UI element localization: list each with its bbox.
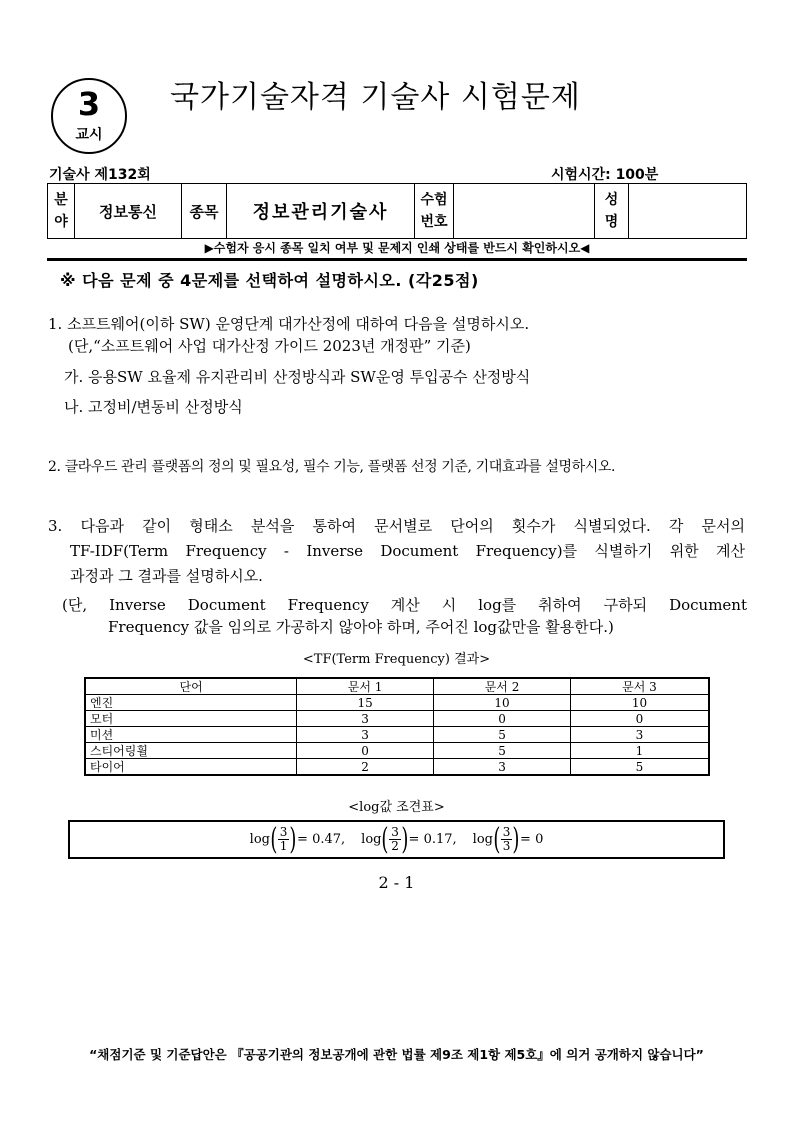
name-field[interactable] bbox=[629, 184, 747, 239]
tf-cell: 0 bbox=[434, 711, 571, 727]
page-title: 국가기술자격 기술사 시험문제 bbox=[170, 80, 581, 115]
question-3-note-2: Frequency 값을 임의로 가공하지 않아야 하며, 주어진 log값만을 활용한다.) bbox=[108, 618, 614, 636]
page-number: 2 - 1 bbox=[378, 873, 415, 892]
question-3-line-3: 과정과 그 결과를 설명하시오. bbox=[70, 567, 263, 585]
tf-cell: 타이어 bbox=[85, 759, 297, 776]
fraction: $\frac{3}{2}$ bbox=[391, 825, 399, 853]
tf-cell: 10 bbox=[570, 695, 709, 711]
tf-cell: 15 bbox=[297, 695, 434, 711]
name-label: 성 명 bbox=[595, 184, 629, 239]
field-label: 분 야 bbox=[48, 184, 75, 239]
notice-banner: ▶수험자 응시 종목 일치 여부 및 문제지 인쇄 상태를 반드시 확인하시오◀ bbox=[204, 241, 590, 255]
tf-cell: 엔진 bbox=[85, 695, 297, 711]
exam-info-table bbox=[47, 183, 747, 239]
log-table bbox=[68, 820, 725, 859]
exam-round: 기술사 제132회 bbox=[49, 167, 151, 183]
category-value: 정보관리기술사 bbox=[227, 184, 415, 239]
tf-header-doc1: 문서 1 bbox=[297, 678, 434, 695]
table-row bbox=[85, 743, 709, 759]
tf-header-doc3: 문서 3 bbox=[570, 678, 709, 695]
question-1-item-b: 나. 고정비/변동비 산정방식 bbox=[64, 398, 243, 416]
log-term: log ( $\frac{3}{1}$ ) = 0.47, bbox=[249, 821, 346, 857]
table-row bbox=[85, 711, 709, 727]
tf-cell: 2 bbox=[297, 759, 434, 776]
fraction: $\frac{3}{3}$ bbox=[502, 825, 511, 853]
fraction: $\frac{3}{1}$ bbox=[279, 825, 288, 853]
tf-table-header-row bbox=[85, 678, 709, 695]
tf-cell: 10 bbox=[434, 695, 571, 711]
session-label: 교시 bbox=[75, 127, 103, 143]
tf-cell: 3 bbox=[297, 727, 434, 743]
question-3-line-1: 3. 다음과 같이 형태소 분석을 통하여 문서별로 단어의 횟수가 식별되었다. 각 문서의 bbox=[48, 517, 745, 535]
field-value: 정보통신 bbox=[75, 184, 182, 239]
question-1-line-1: 1. 소프트웨어(이하 SW) 운영단계 대가산정에 대하여 다음을 설명하시오. bbox=[48, 315, 530, 333]
exam-time: 시험시간: 100분 bbox=[551, 167, 659, 183]
tf-cell: 1 bbox=[570, 743, 709, 759]
tf-cell: 모터 bbox=[85, 711, 297, 727]
log-table-caption: <log값 조견표> bbox=[348, 800, 445, 815]
question-1-item-a: 가. 응용SW 요율제 유지관리비 산정방식과 SW운영 투입공수 산정방식 bbox=[64, 368, 531, 386]
instruction: ※ 다음 문제 중 4문제를 선택하여 설명하시오. (각25점) bbox=[60, 271, 479, 290]
tf-cell: 5 bbox=[434, 727, 571, 743]
table-row bbox=[85, 759, 709, 776]
exam-number-label: 수험 번호 bbox=[415, 184, 454, 239]
log-formula bbox=[70, 822, 723, 857]
log-term: log ( $\frac{3}{3}$ ) = 0 bbox=[472, 821, 544, 857]
tf-cell: 3 bbox=[434, 759, 571, 776]
session-number: 3 bbox=[77, 85, 101, 123]
table-row bbox=[85, 727, 709, 743]
tf-cell: 3 bbox=[297, 711, 434, 727]
table-row bbox=[85, 695, 709, 711]
tf-cell: 미션 bbox=[85, 727, 297, 743]
tf-cell: 0 bbox=[297, 743, 434, 759]
question-2-line-1: 2. 클라우드 관리 플랫폼의 정의 및 필요성, 필수 기능, 플랫폼 선정 기준, 기대효과를 설명하시오. bbox=[48, 459, 615, 475]
question-1-line-2: (단,“소프트웨어 사업 대가산정 가이드 2023년 개정판” 기준) bbox=[68, 337, 471, 355]
tf-cell: 3 bbox=[570, 727, 709, 743]
tf-cell: 스티어링휠 bbox=[85, 743, 297, 759]
tf-table bbox=[84, 677, 710, 776]
tf-table-caption: <TF(Term Frequency) 결과> bbox=[302, 652, 491, 667]
tf-header-doc2: 문서 2 bbox=[434, 678, 571, 695]
category-label: 종목 bbox=[182, 184, 227, 239]
question-3-note-1: (단, Inverse Document Frequency 계산 시 log를 취하여 구하되 Document bbox=[62, 596, 747, 614]
session-badge bbox=[51, 78, 127, 154]
log-term: log ( $\frac{3}{2}$ ) = 0.17, bbox=[361, 821, 457, 857]
divider bbox=[47, 258, 747, 261]
tf-header-word: 단어 bbox=[85, 678, 297, 695]
exam-number-field[interactable] bbox=[454, 184, 595, 239]
tf-cell: 5 bbox=[434, 743, 571, 759]
tf-cell: 0 bbox=[570, 711, 709, 727]
question-3-line-2: TF-IDF(Term Frequency - Inverse Document Frequency)를 식별하기 위한 계산 bbox=[70, 542, 745, 560]
footer-notice: “채점기준 및 기준답안은 『공공기관의 정보공개에 관한 법률 제9조 제1항 제5호』에 의거 공개하지 않습니다” bbox=[89, 1047, 704, 1062]
tf-cell: 5 bbox=[570, 759, 709, 776]
